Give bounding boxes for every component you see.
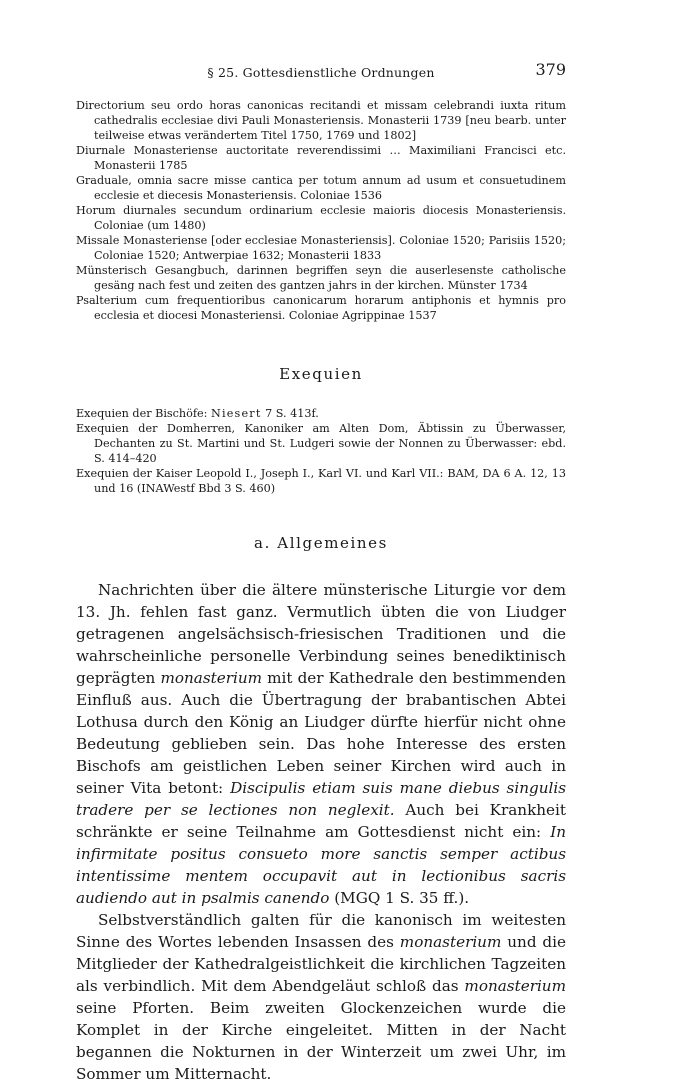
exequien-list — [76, 406, 566, 496]
latin-term: monasterium — [399, 933, 502, 951]
exequien-author-spaced: Niesert — [210, 407, 262, 420]
page-header — [76, 58, 566, 86]
latin-term: monasterium — [160, 669, 263, 687]
body-text — [76, 579, 566, 1085]
body-paragraph-2 — [76, 909, 566, 1085]
citation: (MGQ 1 S. 35 ff.). — [329, 889, 470, 907]
bibliography-entry: Horum diurnales secundum ordinarium ecclesie maioris diocesis Monasteriensis. Coloniae (um 1480) — [76, 204, 566, 232]
text-run: Nachrichten über die ältere münsterische Liturgie vor dem 13. Jh. fehlen fast ganz. Vermutlich übten die von Liudger getragenen angelsächsisch-friesischen Traditionen und die wahrscheinliche personelle Verbindung seines benediktinisch geprägten — [76, 581, 566, 687]
running-title: § 25. Gottesdienstliche Ordnungen — [207, 65, 435, 80]
exequien-entry-text: Exequien der Domherren, Kanoniker am Alten Dom, Äbtissin zu Überwasser, Dechanten zu St. Martini und St. Ludgeri sowie der Nonnen zu Überwasser: ebd. S. 414–420 — [76, 422, 566, 465]
bibliography-entry: Missale Monasteriense [oder ecclesiae Monasteriensis]. Coloniae 1520; Parisiis 1520; Coloniae 1520; Antwerpiae 1632; Monasterii 1833 — [76, 234, 566, 262]
text-run: seine Pforten. Beim zweiten Glockenzeichen wurde die Komplet in der Kirche eingeleitet. Mitten in der Nacht begannen die Nokturnen in der Winterzeit um zwei Uhr, im Sommer um Mitternacht. — [76, 999, 566, 1083]
exequien-entry — [76, 466, 566, 496]
section-heading-exequien: Exequien — [279, 365, 363, 383]
text-run: mit der Kathedrale den bestimmenden Einfluß aus. Auch die Übertragung der brabantischen Abtei Lothusa durch den König an Liudger dürfte hierfür nicht ohne Bedeutung geblieben sein. Das hohe Interesse des ersten Bischofs am geistlichen Leben seiner Kirchen wird auch in seiner Vita betont: — [76, 669, 566, 797]
bibliography-list — [76, 98, 566, 323]
bibliography-entry: Graduale, omnia sacre misse cantica per totum annum ad usum et consuetudinem ecclesie et diecesis Monasteriensis. Coloniae 1536 — [76, 174, 566, 202]
bibliography-entry: Münsterisch Gesangbuch, darinnen begriffen seyn die auserlesenste catholische gesäng nach fest und zeiten des gantzen jahrs in der kirchen. Münster 1734 — [76, 264, 566, 292]
exequien-entry-text: Exequien der Bischöfe: — [76, 407, 211, 420]
section-heading-allgemeines: a. Allgemeines — [254, 534, 388, 552]
latin-quote: Discipulis etiam suis mane diebus singulis tradere per se lectiones non neglexit. — [76, 779, 566, 819]
latin-quote: In infirmitate positus consueto more sanctis semper actibus intentissime mentem occupavit aut in lectionibus sacris audiendo aut in psalmis canendo — [76, 823, 566, 907]
latin-term: monasterium — [464, 977, 566, 995]
bibliography-entry: Directorium seu ordo horas canonicas recitandi et missam celebrandi iuxta ritum cathedralis ecclesiae divi Pauli Monasteriensis. Monasterii 1739 [neu bearb. unter teilweise etwas verändertem Titel 1750, 1769 und 1802] — [76, 99, 566, 142]
text-run: Selbstverständlich galten für die kanonisch im weitesten Sinne des Wortes lebenden Insassen des — [76, 911, 566, 951]
body-paragraph-1 — [76, 579, 566, 909]
exequien-entry-text: Exequien der Kaiser Leopold I., Joseph I., Karl VI. und Karl VII.: BAM, DA 6 A. 12, 13 und 16 (INAWestf Bbd 3 S. 460) — [76, 467, 566, 495]
exequien-entry-ref: 7 S. 413f. — [261, 407, 319, 420]
bibliography-entry: Diurnale Monasteriense auctoritate reverendissimi … Maximiliani Francisci etc. Monasterii 1785 — [76, 144, 566, 172]
page-number: 379 — [535, 60, 566, 79]
exequien-entry — [76, 421, 566, 466]
exequien-entry — [76, 406, 566, 421]
text-run: Auch bei Krankheit schränkte er seine Teilnahme am Gottesdienst nicht ein: — [76, 801, 566, 841]
book-page — [76, 58, 566, 1085]
text-run: und die Mitglieder der Kathedralgeistlichkeit die kirchlichen Tagzeiten als verbindlich. Mit dem Abendgeläut schloß das — [76, 933, 566, 995]
bibliography-entry: Psalterium cum frequentioribus canonicarum horarum antiphonis et hymnis pro ecclesia et diocesi Monasteriensi. Coloniae Agrippinae 1537 — [76, 294, 566, 322]
